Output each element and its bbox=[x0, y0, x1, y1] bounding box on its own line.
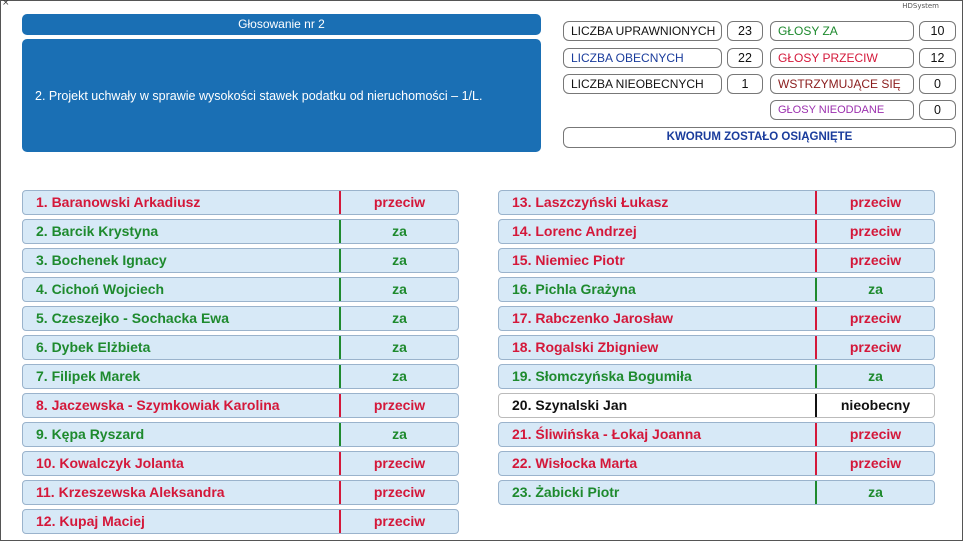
member-name: 2. Barcik Krystyna bbox=[36, 223, 159, 239]
member-row bbox=[22, 277, 459, 302]
member-name: 12. Kupaj Maciej bbox=[36, 513, 145, 529]
member-row bbox=[498, 219, 935, 244]
member-vote: za bbox=[815, 481, 934, 504]
present-label: LICZBA OBECNYCH bbox=[563, 48, 722, 68]
not-cast-value: 0 bbox=[919, 100, 956, 120]
member-vote: za bbox=[339, 307, 458, 330]
member-vote: przeciw bbox=[339, 452, 458, 475]
member-name: 21. Śliwińska - Łokaj Joanna bbox=[512, 426, 702, 442]
member-name: 1. Baranowski Arkadiusz bbox=[36, 194, 201, 210]
member-name: 5. Czeszejko - Sochacka Ewa bbox=[36, 310, 229, 326]
member-vote: nieobecny bbox=[815, 394, 934, 417]
member-row bbox=[22, 451, 459, 476]
abstain-value: 0 bbox=[919, 74, 956, 94]
member-vote: przeciw bbox=[815, 307, 934, 330]
absent-value: 1 bbox=[727, 74, 763, 94]
member-name: 23. Żabicki Piotr bbox=[512, 484, 620, 500]
member-name: 15. Niemiec Piotr bbox=[512, 252, 625, 268]
member-name: 4. Cichoń Wojciech bbox=[36, 281, 165, 297]
member-vote: za bbox=[815, 365, 934, 388]
member-name: 14. Lorenc Andrzej bbox=[512, 223, 637, 239]
member-row bbox=[22, 509, 459, 534]
member-row bbox=[498, 248, 935, 273]
votes-against-value: 12 bbox=[919, 48, 956, 68]
member-name: 19. Słomczyńska Bogumiła bbox=[512, 368, 692, 384]
member-vote: przeciw bbox=[339, 510, 458, 533]
member-name: 8. Jaczewska - Szymkowiak Karolina bbox=[36, 397, 280, 413]
vote-title: Głosowanie nr 2 bbox=[22, 14, 541, 35]
member-vote: przeciw bbox=[815, 191, 934, 214]
votes-for-value: 10 bbox=[919, 21, 956, 41]
member-vote: za bbox=[339, 220, 458, 243]
member-vote: za bbox=[339, 249, 458, 272]
close-icon[interactable]: × bbox=[2, 0, 10, 8]
member-row bbox=[22, 248, 459, 273]
vote-description-text: 2. Projekt uchwały w sprawie wysokości stawek podatku od nieruchomości – 1/L. bbox=[35, 88, 483, 103]
member-row bbox=[22, 422, 459, 447]
not-cast-label: GŁOSY NIEODDANE bbox=[770, 100, 914, 120]
member-name: 10. Kowalczyk Jolanta bbox=[36, 455, 184, 471]
absent-label: LICZBA NIEOBECNYCH bbox=[563, 74, 722, 94]
member-row bbox=[498, 451, 935, 476]
member-vote: za bbox=[339, 278, 458, 301]
member-vote: przeciw bbox=[339, 481, 458, 504]
abstain-label: WSTRZYMUJĄCE SIĘ bbox=[770, 74, 914, 94]
member-row bbox=[22, 306, 459, 331]
member-vote: przeciw bbox=[815, 249, 934, 272]
entitled-label: LICZBA UPRAWNIONYCH bbox=[563, 21, 722, 41]
member-name: 6. Dybek Elżbieta bbox=[36, 339, 151, 355]
member-row bbox=[498, 480, 935, 505]
member-row bbox=[498, 364, 935, 389]
votes-against-label: GŁOSY PRZECIW bbox=[770, 48, 914, 68]
vote-description bbox=[22, 39, 541, 152]
brand-label: HDSystem bbox=[902, 2, 939, 10]
member-name: 9. Kępa Ryszard bbox=[36, 426, 145, 442]
entitled-value: 23 bbox=[727, 21, 763, 41]
member-row bbox=[22, 335, 459, 360]
member-vote: za bbox=[339, 336, 458, 359]
member-vote: przeciw bbox=[815, 423, 934, 446]
member-row bbox=[22, 364, 459, 389]
member-row bbox=[22, 219, 459, 244]
member-vote: za bbox=[815, 278, 934, 301]
member-vote: przeciw bbox=[815, 220, 934, 243]
member-row bbox=[498, 190, 935, 215]
member-name: 18. Rogalski Zbigniew bbox=[512, 339, 659, 355]
member-name: 11. Krzeszewska Aleksandra bbox=[36, 484, 225, 500]
member-row bbox=[498, 393, 935, 418]
member-vote: za bbox=[339, 423, 458, 446]
member-row bbox=[498, 422, 935, 447]
present-value: 22 bbox=[727, 48, 763, 68]
member-vote: przeciw bbox=[815, 452, 934, 475]
votes-for-label: GŁOSY ZA bbox=[770, 21, 914, 41]
member-row bbox=[22, 190, 459, 215]
member-name: 17. Rabczenko Jarosław bbox=[512, 310, 674, 326]
member-name: 22. Wisłocka Marta bbox=[512, 455, 638, 471]
member-vote: przeciw bbox=[339, 191, 458, 214]
member-name: 7. Filipek Marek bbox=[36, 368, 141, 384]
member-row bbox=[498, 277, 935, 302]
member-row bbox=[498, 306, 935, 331]
member-name: 3. Bochenek Ignacy bbox=[36, 252, 167, 268]
member-name: 13. Laszczyński Łukasz bbox=[512, 194, 669, 210]
quorum-status: KWORUM ZOSTAŁO OSIĄGNIĘTE bbox=[563, 127, 956, 148]
member-name: 20. Szynalski Jan bbox=[512, 397, 628, 413]
member-vote: przeciw bbox=[815, 336, 934, 359]
member-row bbox=[22, 480, 459, 505]
member-row bbox=[498, 335, 935, 360]
member-row bbox=[22, 393, 459, 418]
member-name: 16. Pichla Grażyna bbox=[512, 281, 636, 297]
member-vote: za bbox=[339, 365, 458, 388]
member-vote: przeciw bbox=[339, 394, 458, 417]
